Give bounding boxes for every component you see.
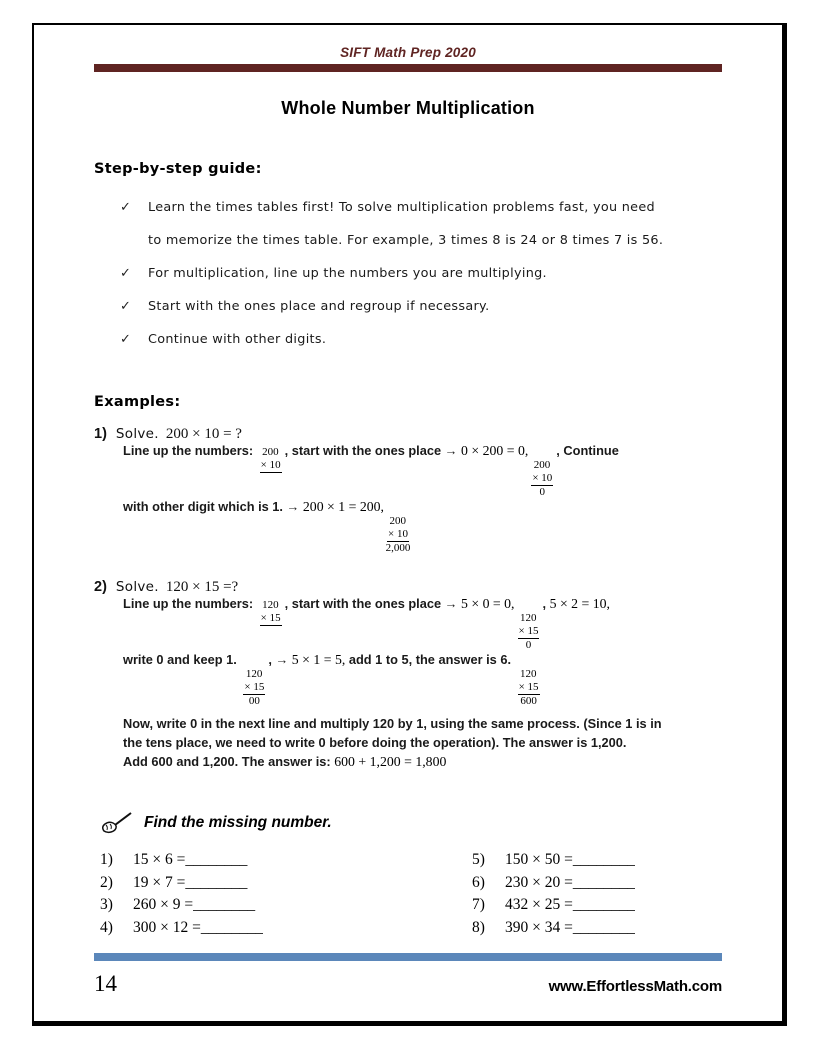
example-number: 1): [94, 426, 107, 442]
math-segment: 200 × 1 = 200,: [302, 499, 384, 514]
problem-number: 4): [100, 918, 113, 936]
example-2-body: [123, 596, 722, 771]
problem-list: [94, 849, 722, 939]
problem-text: 120 × 15 =?: [165, 579, 239, 595]
explanation-line: Now, write 0 in the next line and multiply 120 by 1, using the same process. (Since 1 is in: [123, 716, 662, 731]
site-url: www.EffortlessMath.com: [548, 978, 722, 995]
example-1-body: [123, 443, 722, 555]
answer-blank: ________: [572, 873, 635, 891]
explanation-text: write 0 and keep 1.: [123, 652, 241, 667]
answer-blank: ________: [572, 918, 635, 936]
problem-text: 200 × 10 = ?: [165, 426, 242, 442]
problem-expression: 432 × 25 =: [505, 896, 573, 913]
mult-stack: [260, 599, 282, 626]
footer-rule: [94, 953, 722, 961]
explanation-line: [123, 443, 722, 499]
explanation-line: [123, 752, 722, 771]
guide-line: Continue with other digits.: [148, 332, 327, 347]
stack-top: 200: [389, 515, 406, 527]
stack-top: 120: [520, 668, 537, 680]
check-icon: ✓: [120, 299, 132, 314]
explanation-text: , start with the ones place →: [284, 596, 461, 611]
problem-number: 3): [100, 896, 113, 913]
problem-number: 1): [100, 851, 113, 868]
check-icon: ✓: [120, 200, 132, 215]
mult-stack: [243, 668, 265, 708]
page-border: [32, 23, 787, 1026]
stack-result: 0: [539, 486, 546, 498]
problem-number: 2): [100, 873, 113, 891]
answer-blank: ________: [185, 873, 248, 891]
guide-item-text: [148, 323, 326, 356]
math-segment: 5 × 0 = 0,: [461, 596, 515, 611]
stack-multiplier: × 15: [518, 681, 539, 693]
stack-result: 0: [525, 639, 532, 651]
math-segment: 5 × 1 = 5,: [291, 652, 346, 667]
problem-expression: 390 × 34 =: [505, 918, 573, 936]
guide-heading: Step-by-step guide:: [94, 161, 262, 177]
stack-multiplier: × 15: [244, 681, 265, 693]
guide-item-text: [148, 290, 489, 323]
problem-column-left: [94, 849, 472, 939]
page-number: 14: [94, 971, 117, 996]
page-footer: [94, 953, 722, 997]
problem-expression: 15 × 6 =: [133, 851, 186, 868]
stack-result: 600: [520, 695, 537, 707]
mult-stack: [531, 459, 553, 499]
explanation-text: ,: [542, 596, 550, 611]
explanation-text: with other digit which is 1. →: [123, 499, 303, 514]
guide-item: [94, 290, 722, 323]
problem-expression: 260 × 9 =: [133, 896, 194, 913]
solve-label: Solve.: [115, 579, 159, 595]
explanation-line: [123, 652, 722, 708]
problem-expression: 19 × 7 =: [133, 873, 186, 891]
mult-stack: [260, 446, 282, 473]
example-number: 2): [94, 579, 107, 595]
exercise-heading: Find the missing number.: [144, 814, 332, 831]
stack-multiplier: × 10: [388, 528, 408, 540]
guide-item-text: [148, 257, 547, 290]
header-title: SIFT Math Prep 2020: [340, 45, 476, 60]
math-segment: 0 × 200 = 0,: [461, 443, 529, 458]
explanation-line: [123, 499, 722, 555]
problem-row: [100, 872, 472, 895]
problem-number: 5): [472, 851, 485, 868]
explanation-text: add 1 to 5, the answer is 6.: [345, 652, 515, 667]
mult-stack: [518, 668, 540, 708]
stack-multiplier: × 10: [260, 459, 281, 471]
exercise-heading-row: [94, 811, 722, 835]
problem-row: [472, 849, 722, 872]
explanation-text: Line up the numbers:: [123, 596, 257, 611]
answer-blank: ________: [200, 918, 263, 936]
explanation-text: , start with the ones place →: [284, 443, 461, 458]
guide-line: to memorize the times table. For example, 3 times 8 is 24 or 8 times 7 is 56.: [148, 233, 664, 248]
problem-expression: 230 × 20 =: [505, 873, 573, 891]
answer-blank: ________: [572, 896, 635, 913]
stack-multiplier: × 15: [260, 612, 281, 624]
example-1-header: [94, 426, 722, 443]
problem-number: 6): [472, 873, 485, 891]
footer-row: [94, 971, 722, 997]
problem-row: [100, 894, 472, 917]
problem-row: [472, 894, 722, 917]
problem-column-right: [472, 849, 722, 939]
problem-row: [100, 849, 472, 872]
header-rule: [94, 64, 722, 72]
stack-result: 2,000: [385, 542, 411, 554]
problem-row: [472, 917, 722, 940]
guide-item: [94, 257, 722, 290]
mult-stack: [387, 515, 409, 555]
stack-top: 120: [519, 612, 537, 624]
mult-stack: [518, 612, 540, 652]
problem-row: [100, 917, 472, 940]
explanation-text: Line up the numbers:: [123, 443, 257, 458]
stack-multiplier: × 15: [518, 625, 539, 637]
explanation-text: Add 600 and 1,200. The answer is:: [123, 754, 335, 769]
example-1: [94, 426, 722, 555]
check-icon: ✓: [120, 332, 132, 347]
answer-blank: ________: [193, 896, 256, 913]
check-icon: ✓: [120, 266, 132, 281]
stack-top: 200: [533, 459, 551, 471]
guide-item: [94, 323, 722, 356]
stack-top: 200: [262, 446, 279, 458]
explanation-text: , →: [268, 652, 292, 667]
stack-top: 120: [245, 668, 263, 680]
math-segment: 600 + 1,200 = 1,800: [334, 754, 447, 769]
problem-number: 8): [472, 918, 485, 936]
example-2-header: [94, 579, 722, 596]
answer-blank: ________: [185, 851, 248, 868]
explanation-line: the tens place, we need to write 0 before doing the operation). The answer is 1,200.: [123, 735, 627, 750]
stack-result: 00: [248, 695, 260, 707]
solve-label: Solve.: [115, 426, 159, 442]
stack-top: 120: [262, 599, 279, 611]
guide-item: [94, 191, 722, 257]
page-title: Whole Number Multiplication: [281, 98, 535, 118]
problem-expression: 300 × 12 =: [133, 918, 201, 936]
guide-line: Start with the ones place and regroup if necessary.: [148, 299, 490, 314]
example-2: [94, 579, 722, 771]
explanation-line: [123, 596, 722, 652]
examples-heading: Examples:: [94, 394, 181, 410]
problem-row: [472, 872, 722, 895]
guide-line: For multiplication, line up the numbers you are multiplying.: [148, 266, 547, 281]
explanation-text: , Continue: [556, 443, 619, 458]
problem-expression: 150 × 50 =: [505, 851, 573, 868]
guide-line: Learn the times tables first! To solve multiplication problems fast, you need: [148, 200, 655, 215]
stack-multiplier: × 10: [532, 472, 553, 484]
answer-blank: ________: [572, 851, 635, 868]
problem-number: 7): [472, 896, 485, 913]
writing-hand-icon: [100, 811, 134, 835]
guide-item-text: [148, 191, 663, 257]
math-segment: 5 × 2 = 10,: [549, 596, 611, 611]
guide-list: [94, 191, 722, 356]
